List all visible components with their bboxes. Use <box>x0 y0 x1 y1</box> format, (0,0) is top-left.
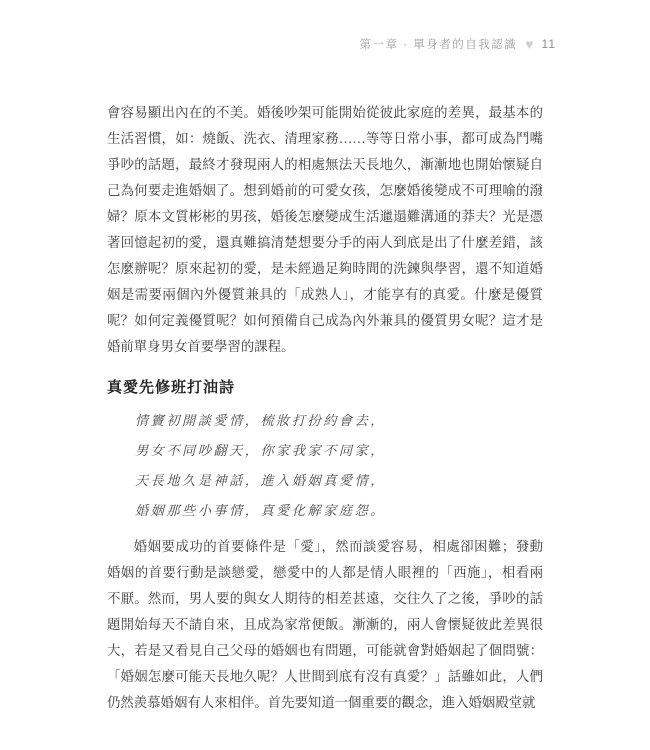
running-header <box>360 36 557 52</box>
paragraph-1 <box>107 100 543 360</box>
text-line: 大，若是又看見自己父母的婚姻也有問題，可能就會對婚姻起了個問號： <box>107 643 543 658</box>
text-line: 「婚姻怎麼可能天長地久呢？人世間到底有沒有真愛？」話雖如此，人們 <box>107 669 543 684</box>
text-line: 怎麼辦呢？原來起初的愛，是未經過足夠時間的洗鍊與學習，還不知道婚 <box>107 261 543 276</box>
page-content <box>107 100 543 716</box>
text-line: 姻是需要兩個內外優質兼具的「成熟人」，才能享有的真愛。什麼是優質 <box>107 287 543 302</box>
poem-line: 男女不同吵翻天，你家我家不同家， <box>135 443 386 458</box>
text-line: 著回憶起初的愛，還真難搞清楚想要分手的兩人到底是出了什麼差錯，該 <box>107 235 543 250</box>
poem-line: 天長地久是神話，進入婚姻真愛情， <box>135 473 386 488</box>
text-line: 不厭。然而，男人要的與女人期待的相差甚遠，交往久了之後，爭吵的話 <box>107 591 543 606</box>
poem-block <box>135 406 543 526</box>
page-number: 11 <box>541 37 556 51</box>
text-line: 生活習慣，如：燒飯、洗衣、清理家務……等等日常小事，都可成為鬥嘴 <box>107 131 543 146</box>
text-line: 會容易顯出內在的不美。婚後吵架可能開始從彼此家庭的差異，最基本的 <box>107 105 543 120</box>
text-line: 呢？如何定義優質呢？如何預備自己成為內外兼具的優質男女呢？這才是 <box>107 313 543 328</box>
text-line: 己為何要走進婚姻了。想到婚前的可愛女孩，怎麼婚後變成不可理喻的潑 <box>107 183 543 198</box>
heart-icon: ♥ <box>525 36 534 52</box>
paragraph-2 <box>107 534 543 716</box>
section-heading: 真愛先修班打油詩 <box>107 379 236 396</box>
text-line: 婚姻的首要行動是談戀愛，戀愛中的人都是情人眼裡的「西施」，相看兩 <box>107 565 543 580</box>
text-line: 題開始每天不請自來，且成為家常便飯。漸漸的，兩人會懷疑彼此差異很 <box>107 617 543 632</box>
poem-line: 情竇初開談愛情，梳妝打扮約會去， <box>135 413 386 428</box>
chapter-label: 第一章 · 單身者的自我認識 <box>359 39 518 51</box>
text-line: 婦？原本文質彬彬的男孩，婚後怎麼變成生活邋遢難溝通的莽夫？光是憑 <box>107 209 543 224</box>
text-line: 爭吵的話題，最終才發現兩人的相處無法天長地久，漸漸地也開始懷疑自 <box>107 157 543 172</box>
text-line: 婚前單身男女首要學習的課程。 <box>107 339 295 354</box>
text-line: 婚姻要成功的首要條件是「愛」，然而談愛容易，相處卻困難；發動 <box>133 539 543 554</box>
poem-line: 婚姻那些小事情，真愛化解家庭怨。 <box>135 503 386 518</box>
text-line: 仍然羨慕婚姻有人來相伴。首先要知道一個重要的觀念，進入婚姻殿堂就 <box>107 695 536 710</box>
